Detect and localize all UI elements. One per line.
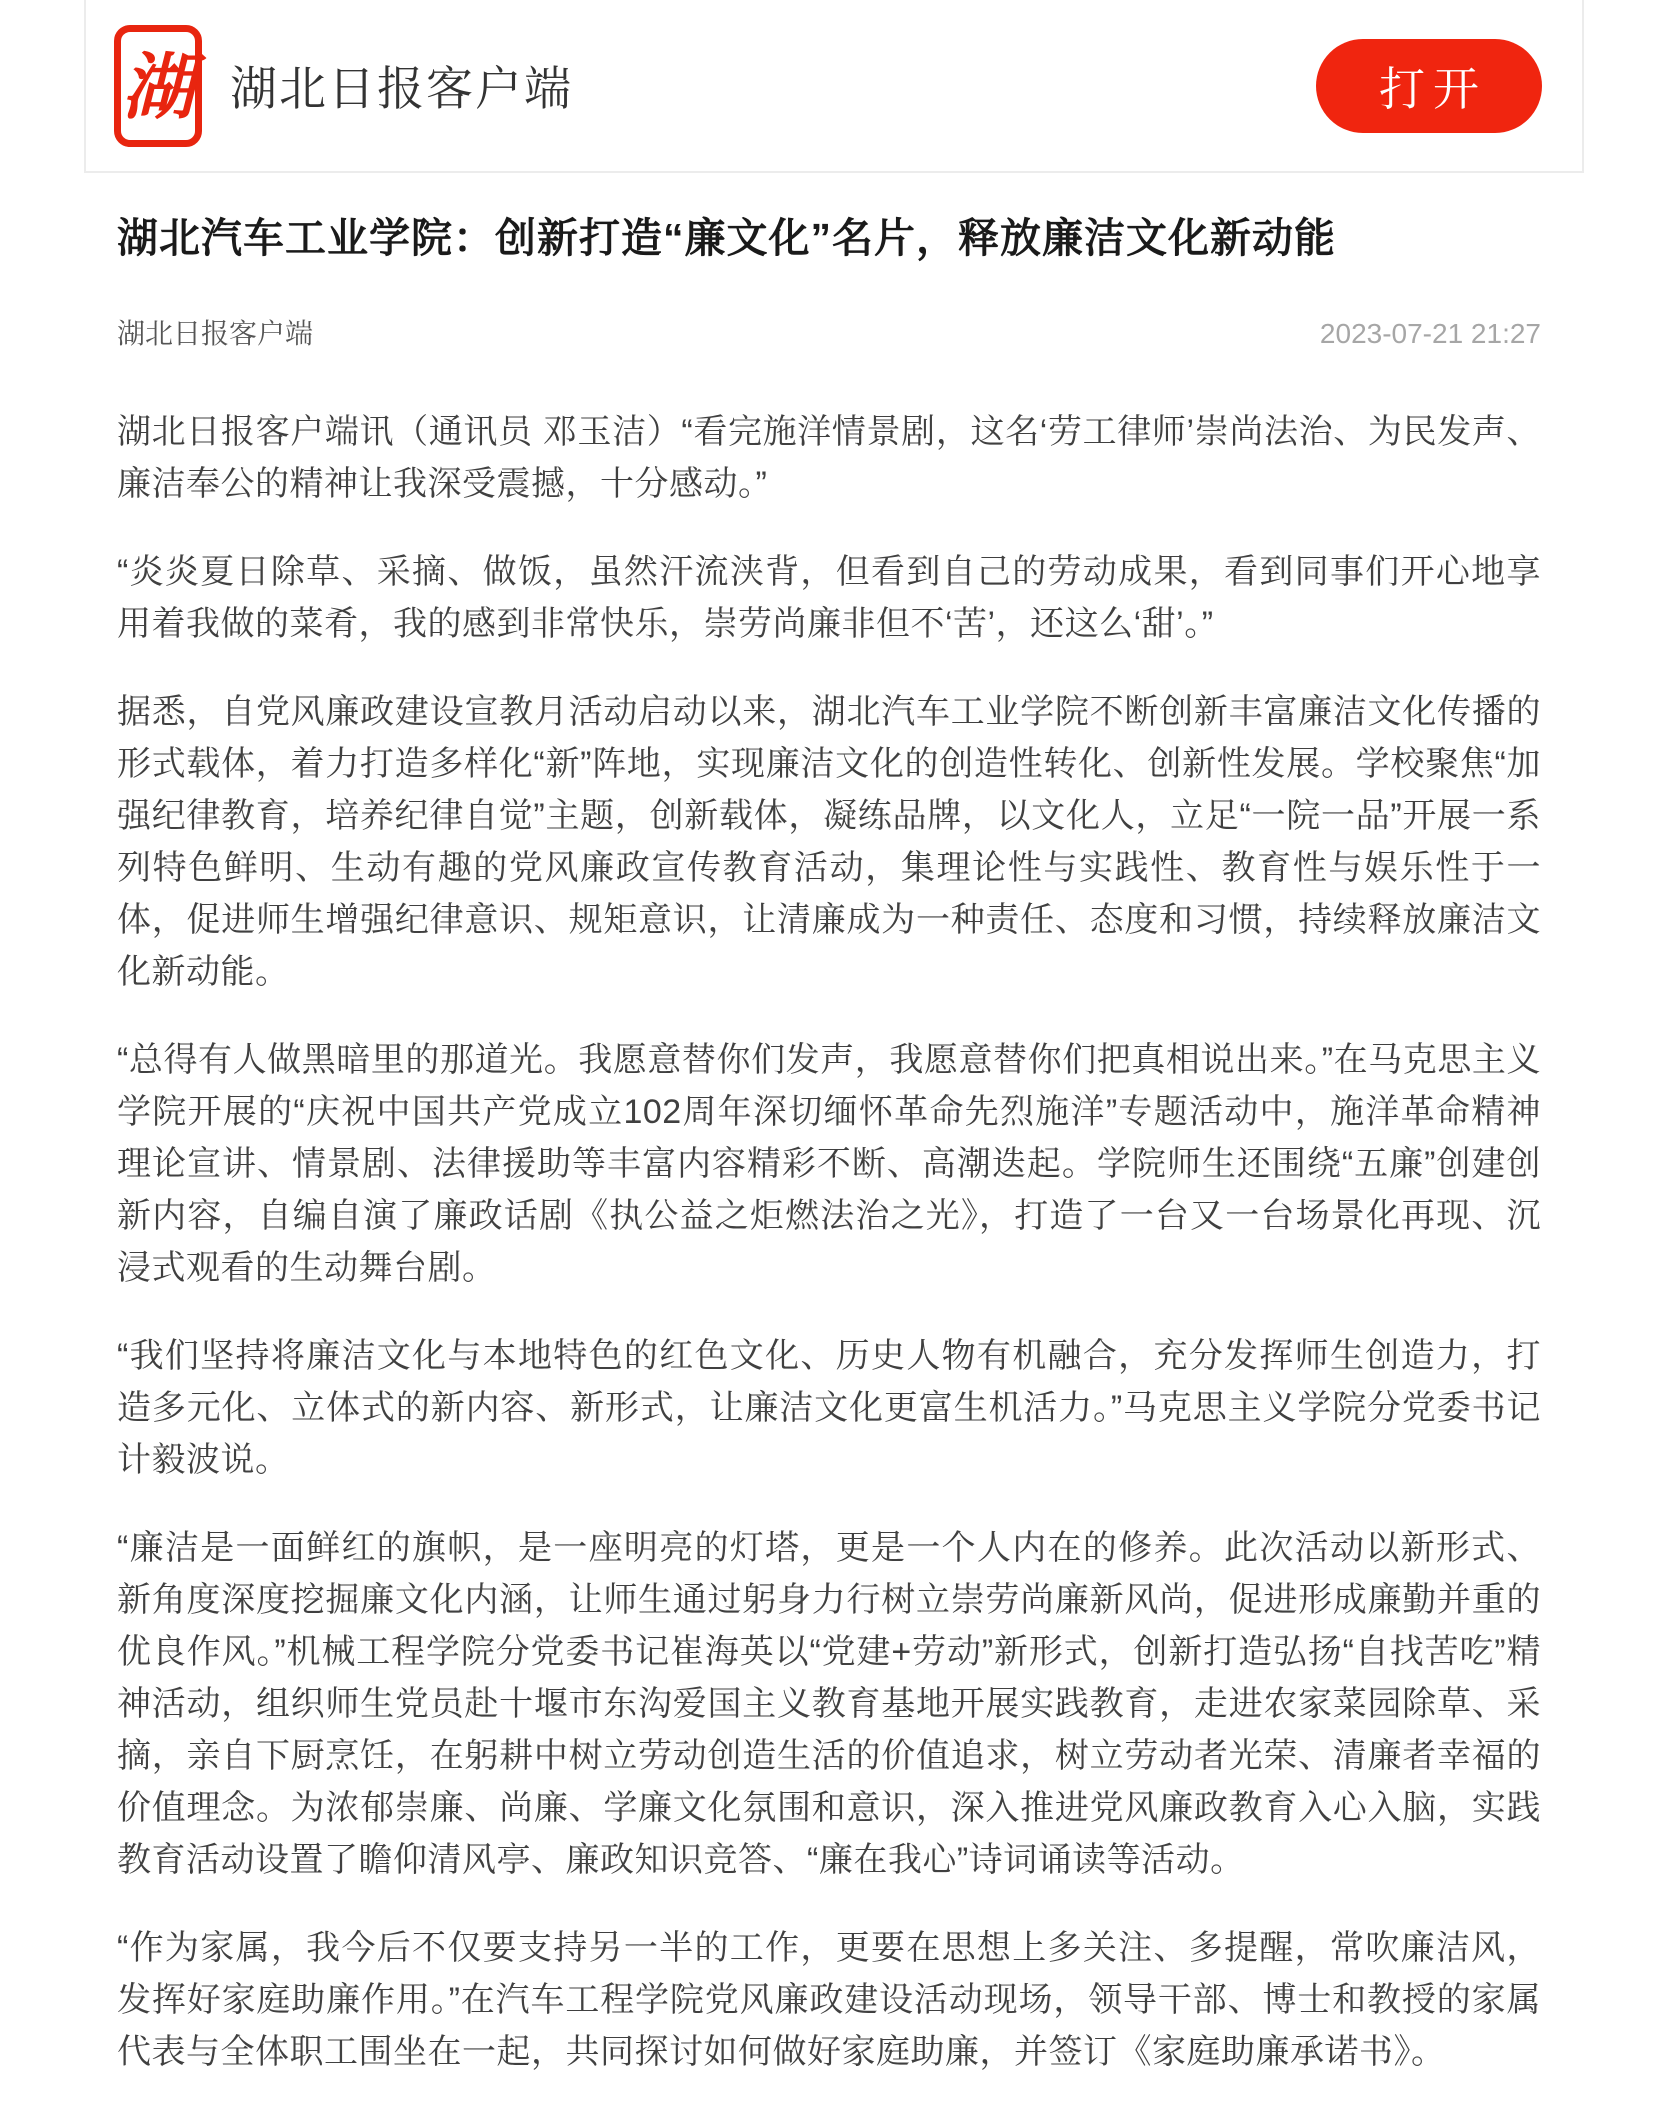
article-title: 湖北汽车工业学院：创新打造“廉文化”名片，释放廉洁文化新动能 [117, 215, 1336, 261]
article-publish-time: 2023-07-21 21:27 [1319, 318, 1541, 350]
article-paragraph: “廉洁是一面鲜红的旗帜，是一座明亮的灯塔，更是一个人内在的修养。此次活动以新形式、新角度深度挖掘廉文化内涵，让师生通过躬身力行树立崇劳尚廉新风尚，促进形成廉勤并重的优良作风。”机械工程学院分党委书记崔海英以“党建+劳动”新形式，创新打造弘扬“自找苦吃”精神活动，组织师生党员赴十堰市东沟爱国主义教育基地开展实践教育，走进农家菜园除草、采摘，亲自下厨烹饪，在躬耕中树立劳动创造生活的价值追求，树立劳动者光荣、清廉者幸福的价值理念。为浓郁崇廉、尚廉、学廉文化氛围和意识，深入推进党风廉政教育入心入脑，实践教育活动设置了瞻仰清风亭、廉政知识竞答、“廉在我心”诗词诵读等活动。 [117, 1529, 1541, 1880]
article-paragraph: 湖北日报客户端讯（通讯员 邓玉洁）“看完施洋情景剧，这名‘劳工律师’崇尚法治、为民发声、廉洁奉公的精神让我深受震撼，十分感动。” [117, 413, 1541, 504]
article-body [117, 406, 1541, 2078]
article-container [0, 213, 1668, 2078]
article-paragraph: “我们坚持将廉洁文化与本地特色的红色文化、历史人物有机融合，充分发挥师生创造力，打造多元化、立体式的新内容、新形式，让廉洁文化更富生机活力。”马克思主义学院分党委书记计毅波说。 [117, 1337, 1541, 1480]
article-source: 湖北日报客户端 [117, 318, 314, 350]
article-paragraph: “炎炎夏日除草、采摘、做饭，虽然汗流浃背，但看到自己的劳动成果，看到同事们开心地享用着我做的菜肴，我的感到非常快乐，崇劳尚廉非但不‘苦’，还这么‘甜’。” [117, 553, 1541, 644]
app-name-label: 湖北日报客户端 [230, 62, 573, 115]
seal-logo-character: 湖 [121, 47, 194, 128]
article-byline [117, 312, 1541, 352]
article-paragraph: 据悉，自党风廉政建设宣教月活动启动以来，湖北汽车工业学院不断创新丰富廉洁文化传播的形式载体，着力打造多样化“新”阵地，实现廉洁文化的创造性转化、创新性发展。学校聚焦“加强纪律教育，培养纪律自觉”主题，创新载体，凝练品牌，以文化人，立足“一院一品”开展一系列特色鲜明、生动有趣的党风廉政宣传教育活动，集理论性与实践性、教育性与娱乐性于一体，促进师生增强纪律意识、规矩意识，让清廉成为一种责任、态度和习惯，持续释放廉洁文化新动能。 [117, 693, 1541, 992]
app-download-banner [84, 0, 1584, 173]
open-app-button[interactable]: 打开 [1316, 39, 1542, 133]
hubei-daily-seal-logo [114, 25, 202, 147]
article-paragraph: “总得有人做黑暗里的那道光。我愿意替你们发声，我愿意替你们把真相说出来。”在马克思主义学院开展的“庆祝中国共产党成立102周年深切缅怀革命先烈施洋”专题活动中，施洋革命精神理论宣讲、情景剧、法律援助等丰富内容精彩不断、高潮迭起。学院师生还围绕“五廉”创建创新内容，自编自演了廉政话剧《执公益之炬燃法治之光》，打造了一台又一台场景化再现、沉浸式观看的生动舞台剧。 [117, 1041, 1541, 1288]
article-paragraph: “作为家属，我今后不仅要支持另一半的工作，更要在思想上多关注、多提醒，常吹廉洁风，发挥好家庭助廉作用。”在汽车工程学院党风廉政建设活动现场，领导干部、博士和教授的家属代表与全体职工围坐在一起，共同探讨如何做好家庭助廉，并签订《家庭助廉承诺书》。 [117, 1929, 1541, 2072]
